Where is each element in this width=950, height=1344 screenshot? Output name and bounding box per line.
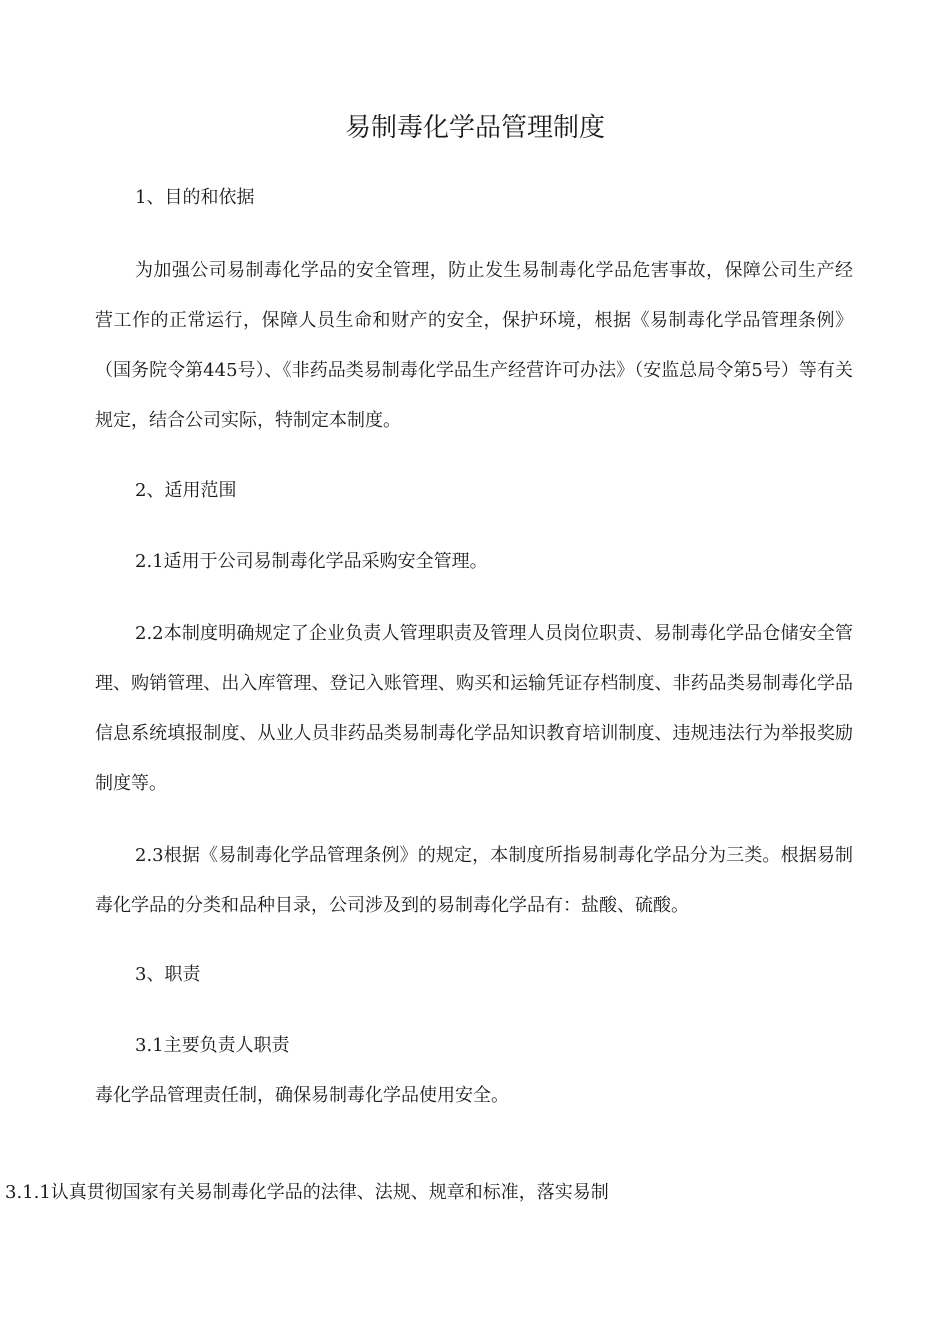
document-title: 易制毒化学品管理制度	[344, 113, 605, 143]
section-1-paragraph: 为加强公司易制毒化学品的安全管理，防止发生易制毒化学品危害事故，保障公司生产经营工作的正常运行，保障人员生命和财产的安全，保护环境，根据《易制毒化学品管理条例》（国务院令第445号）、《非药品类易制毒化学品生产经营许可办法》（安监总局令第5号）等有关规定，结合公司实际，特制定本制度。	[95, 260, 853, 431]
section-2-3-paragraph: 2.3根据《易制毒化学品管理条例》的规定，本制度所指易制毒化学品分为三类。根据易制毒化学品的分类和品种目录，公司涉及到的易制毒化学品有：盐酸、硫酸。	[95, 845, 853, 916]
section-2-2-paragraph: 2.2本制度明确规定了企业负责人管理职责及管理人员岗位职责、易制毒化学品仓储安全管理、购销管理、出入库管理、登记入账管理、购买和运输凭证存档制度、非药品类易制毒化学品信息系统填报制度、从业人员非药品类易制毒化学品知识教育培训制度、违规违法行为举报奖励制度等。	[95, 623, 853, 794]
section-2-heading: 2、适用范围	[135, 480, 237, 501]
section-2-1-paragraph: 2.1适用于公司易制毒化学品采购安全管理。	[135, 551, 488, 572]
section-3-1-heading: 3.1主要负责人职责	[135, 1035, 290, 1056]
section-1-heading: 1、目的和依据	[135, 187, 255, 208]
section-3-heading: 3、职责	[135, 964, 201, 985]
section-3-1-fragment: 毒化学品管理责任制，确保易制毒化学品使用安全。	[95, 1085, 509, 1106]
section-3-1-1-paragraph: 3.1.1认真贯彻国家有关易制毒化学品的法律、法规、规章和标准，落实易制	[5, 1182, 609, 1203]
